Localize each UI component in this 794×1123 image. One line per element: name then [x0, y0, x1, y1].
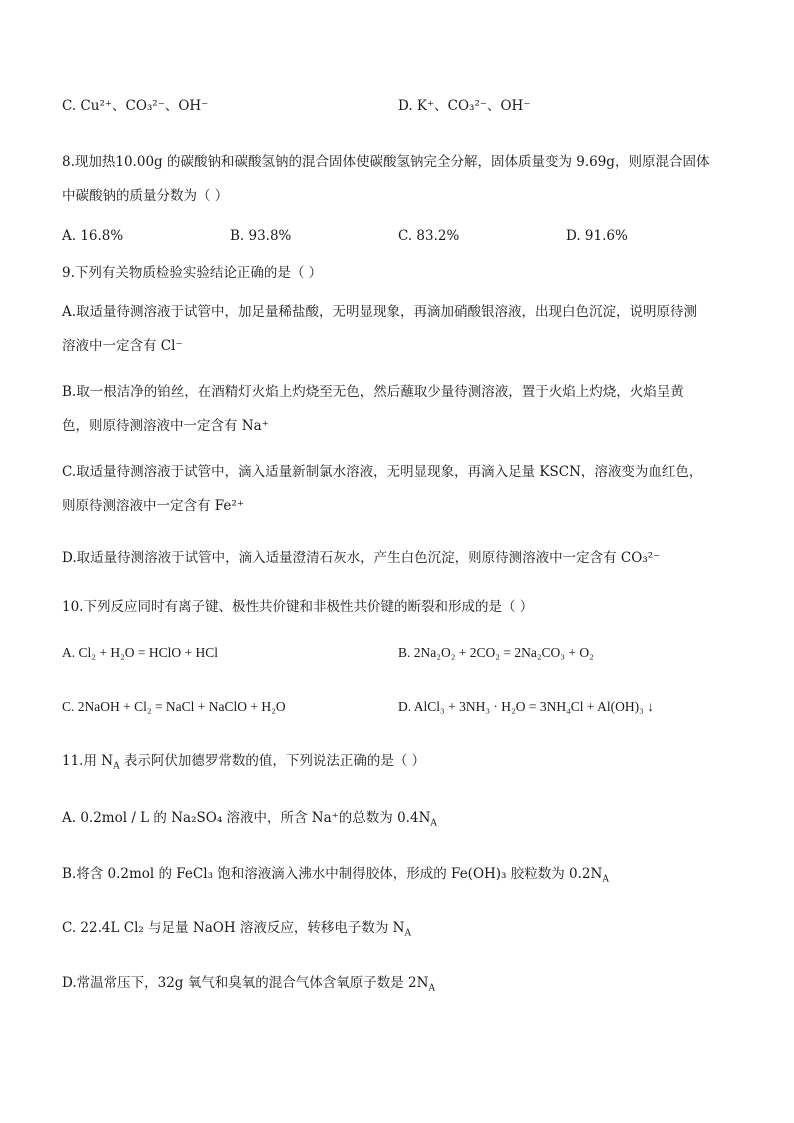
- q10-option-b: B. 2Na₂O₂ + 2CO₂ = 2Na₂CO₃ + O₂: [398, 645, 594, 660]
- q9-option-a-line2: 溶液中一定含有 Cl⁻: [62, 338, 183, 354]
- q7-option-c: C. Cu²⁺、CO₃²⁻、OH⁻: [62, 98, 209, 114]
- q10-option-d: D. AlCl₃ + 3NH₃ · H₂O = 3NH₄Cl + Al(OH)₃ ↓: [398, 699, 654, 714]
- q10-option-a: A. Cl₂ + H₂O = HClO + HCl: [62, 645, 219, 660]
- q9-option-b-line2: 色，则原待测溶液中一定含有 Na⁺: [62, 418, 269, 434]
- q9-option-d-line1: D.取适量待测溶液于试管中，滴入适量澄清石灰水，产生白色沉淀，则原待测溶液中一定含有 CO₃²⁻: [62, 550, 661, 566]
- q8-option-a: A. 16.8%: [62, 228, 124, 244]
- q8-option-d: D. 91.6%: [566, 228, 628, 244]
- q8-stem-line2: 中碳酸钠的质量分数为（ ）: [62, 188, 229, 204]
- q10-option-c: C. 2NaOH + Cl₂ = NaCl + NaClO + H₂O: [62, 699, 286, 714]
- q10-stem: 10.下列反应同时有离子键、极性共价键和非极性共价键的断裂和形成的是（ ）: [62, 599, 534, 615]
- q11-option-c: C. 22.4L Cl₂ 与足量 NaOH 溶液反应，转移电子数为 $N_A$: [62, 920, 411, 939]
- q9-option-c-line2: 则原待测溶液中一定含有 Fe²⁺: [62, 498, 244, 514]
- q9-option-b-line1: B.取一根洁净的铂丝，在酒精灯火焰上灼烧至无色，然后蘸取少量待测溶液，置于火焰上灼烧，火焰呈黄: [62, 384, 684, 400]
- q11-option-a: A. 0.2mol / L 的 Na₂SO₄ 溶液中，所含 Na⁺的总数为 $0.4N_A$: [62, 810, 437, 829]
- q7-option-d: D. K⁺、CO₃²⁻、OH⁻: [398, 98, 531, 114]
- q9-stem: 9.下列有关物质检验实验结论正确的是（ ）: [62, 265, 323, 281]
- q9-option-a-line1: A.取适量待测溶液于试管中，加足量稀盐酸，无明显现象，再滴加硝酸银溶液，出现白色沉淀，说明原待测: [62, 304, 698, 320]
- q8-stem-line1: 8.现加热10.00g 的碳酸钠和碳酸氢钠的混合固体使碳酸氢钠完全分解，固体质量变为 9.69g，则原混合固体: [62, 154, 710, 170]
- q8-option-c: C. 83.2%: [398, 228, 460, 244]
- q11-stem: 11.用 $N_A$ 表示阿伏加德罗常数的值，下列说法正确的是（ ）: [62, 753, 426, 772]
- q11-option-d: D.常温常压下，32g 氧气和臭氧的混合气体含氧原子数是 $2N_A$: [62, 975, 435, 994]
- q8-option-b: B. 93.8%: [230, 228, 292, 244]
- q11-option-b: B.将含 0.2mol 的 FeCl₃ 饱和溶液滴入沸水中制得胶体，形成的 Fe(OH)₃ 胶粒数为 $0.2N_A$: [62, 866, 609, 885]
- q9-option-c-line1: C.取适量待测溶液于试管中，滴入适量新制氯水溶液，无明显现象，再滴入足量 KSCN，溶液变为血红色，: [62, 464, 703, 480]
